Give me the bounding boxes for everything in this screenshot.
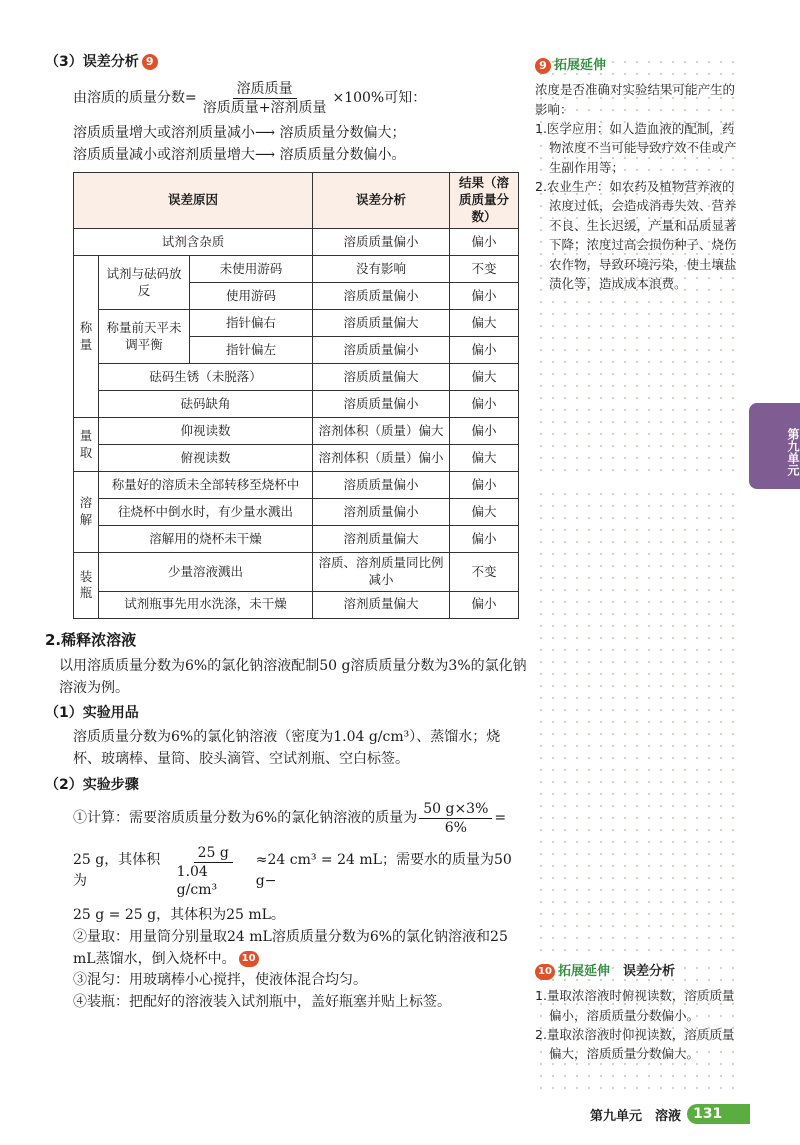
materials-title: （1）实验用品 xyxy=(45,705,139,722)
table-row: 使用游码 溶质质量偏小 偏小 xyxy=(74,283,519,310)
error-analysis-table xyxy=(73,172,519,618)
table-row: 装瓶 少量溶液溅出 溶质、溶剂质量同比例减小 不变 xyxy=(74,553,519,592)
list-item: 1.医学应用：如人造血液的配制，药物浓度不当可能导致疗效不佳或产生副作用等； xyxy=(535,120,737,175)
list-item: 2.量取浓溶液时仰视读数，溶质质量偏大，溶质质量分数偏大。 xyxy=(535,1026,735,1062)
sidebar-note-10-title: 10 拓展延伸 误差分析 xyxy=(535,962,743,982)
main-content xyxy=(45,52,527,1014)
table-row: 指针偏左 溶质质量偏小 偏小 xyxy=(74,337,519,364)
step1-line1: ①计算：需要溶质质量分数为6%的氯化钠溶液的质量为 $\frac{50 g\times 3\%}{6\%}$ = xyxy=(73,801,507,837)
step1-line2: 25 g，其体积为 $\frac{25 g}{\text{1.04 g/cm³}}$ ≈24 cm³ = 24 mL；需要水的质量为50 g− xyxy=(73,844,512,898)
table-row: 称量前天平未调平衡 指针偏右 溶质质量偏大 偏大 xyxy=(74,310,519,337)
sidebar-note-9-intro: 浓度是否准确对实验结果可能产生的影响： xyxy=(535,82,736,117)
step1-fraction: $\frac{50 g\times 3\%}{6\%}$ xyxy=(419,800,492,837)
table-row: 量取 仰视读数 溶剂体积（质量）偏大 偏小 xyxy=(74,418,519,445)
rule-line-2: 溶质质量减小或溶剂质量增大⟶ 溶质质量分数偏小。 xyxy=(73,146,406,163)
rule-line-1: 溶质质量增大或溶剂质量减小⟶ 溶质质量分数偏大； xyxy=(73,125,406,142)
steps-title: （2）实验步骤 xyxy=(45,776,139,793)
table-row: 往烧杯中倒水时，有少量水溅出 溶剂质量偏小 偏大 xyxy=(74,499,519,526)
note-badge-9: 9 xyxy=(142,54,158,70)
step3-text: ③混匀：用玻璃棒小心搅拌，使液体混合均匀。 xyxy=(73,972,367,989)
note-badge-10: 10 xyxy=(239,951,259,967)
step4-text: ④装瓶：把配好的溶液装入试剂瓶中，盖好瓶塞并贴上标签。 xyxy=(73,993,451,1010)
materials-text: 溶质质量分数为6%的氯化钠溶液（密度为1.04 g/cm³）、蒸馏水；烧杯、玻璃棒、量筒、胶头滴管、空试剂瓶、空白标签。 xyxy=(73,729,501,767)
step1-line3: 25 g = 25 g，其体积为25 mL。 xyxy=(73,907,285,924)
list-item: 2.农业生产：如农药及植物营养液的浓度过低，会造成消毒失效、营养不良、生长迟缓，产量和品质显著下降；浓度过高会损伤种子、烧伤农作物，导致环境污染，使土壤盐渍化等，造成成本浪费。 xyxy=(535,179,737,291)
table-row: 溶解用的烧杯未干燥 溶剂质量偏大 偏小 xyxy=(74,526,519,553)
unit-side-tab[interactable]: 第九单元 xyxy=(749,403,800,489)
step2-text: ②量取：用量筒分别量取24 mL溶质质量分数为6%的氯化钠溶液和25 mL蒸馏水，倒入烧杯中。 10 xyxy=(73,928,508,967)
footer-unit: 第九单元 溶液 xyxy=(590,1108,682,1124)
page-number: 131 xyxy=(687,1104,750,1124)
sidebar-note-9-list xyxy=(535,119,743,293)
dilute-section-title: 2.稀释浓溶液 xyxy=(45,630,137,649)
list-item: 1.量取浓溶液时俯视读数，溶质质量偏小，溶质质量分数偏小。 xyxy=(535,988,735,1023)
sidebar-dot-grid xyxy=(535,488,743,956)
sidebar-note-9-title: 9 拓展延伸 xyxy=(535,56,743,76)
error-analysis-title: （3）误差分析 9 xyxy=(45,52,527,74)
mass-fraction-formula: 由溶质的质量分数= $\frac{\text{溶质质量}}{\text{溶质质量+溶剂质量}}$ ×100%可知： xyxy=(73,80,427,116)
formula-fraction: $\frac{\text{溶质质量}}{\text{溶质质量+溶剂质量}}$ xyxy=(202,80,327,116)
table-row: 砝码生锈（未脱落） 溶质质量偏大 偏大 xyxy=(74,364,519,391)
dilute-intro: 以用溶质质量分数为6%的氯化钠溶液配制50 g溶质质量分数为3%的氯化钠溶液为例。 xyxy=(59,658,527,696)
sidebar-note-10-list xyxy=(535,986,743,1064)
table-row: 试剂瓶事先用水洗涤，未干燥 溶剂质量偏大 偏小 xyxy=(74,591,519,618)
sidebar-note-9 xyxy=(535,56,743,476)
sidebar-note-10 xyxy=(535,962,743,1092)
table-row: 试剂含杂质 溶质质量偏小 偏小 xyxy=(74,229,519,256)
table-row: 砝码缺角 溶质质量偏小 偏小 xyxy=(74,391,519,418)
table-row: 俯视读数 溶剂体积（质量）偏小 偏大 xyxy=(74,445,519,472)
table-header-row: 误差原因 误差分析 结果（溶质质量分数） xyxy=(74,173,519,229)
page-footer xyxy=(590,1104,750,1124)
table-row: 称量 试剂与砝码放反 未使用游码 没有影响 不变 xyxy=(74,256,519,283)
step1-volume-fraction: $\frac{25 g}{\text{1.04 g/cm³}}$ xyxy=(173,844,254,900)
table-row: 溶解 称量好的溶质未全部转移至烧杯中 溶质质量偏小 偏小 xyxy=(74,472,519,499)
